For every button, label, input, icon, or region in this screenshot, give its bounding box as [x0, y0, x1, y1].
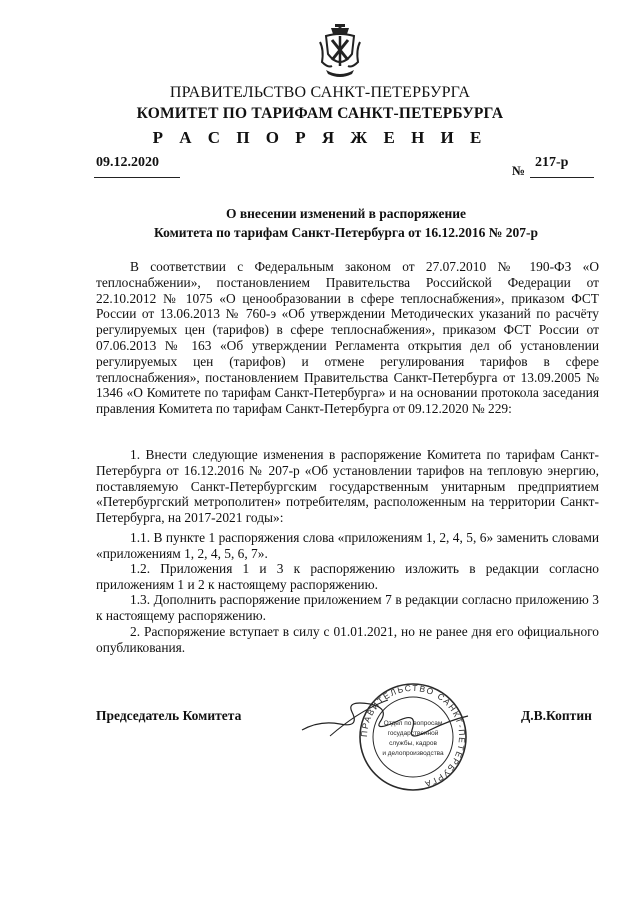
number-underline: [530, 177, 594, 178]
document-date: 09.12.2020: [96, 155, 159, 170]
preamble-paragraph: В соответствии с Федеральным законом от 27.07.2010 № 190-ФЗ «О теплоснабжении», постановлением Правительства Российской Федерации от 22.10.2012 № 1075 «О ценообразовании в сфере теплоснабжения», приказом ФСТ России от 13.06.2013 № 760-э «Об утверждении Методических указаний по расчёту регулируемых цен (тарифов) в сфере теплоснабжения», приказом ФСТ России от 07.06.2013 № 163 «Об утверждении Регламента открытия дел об установлении регулируемых цен (тарифов) и отмене регулирования тарифов в сфере теплоснабжения», постановлением Правительства Санкт-Петербурга от 13.09.2005 № 1346 «О Комитете по тарифам Санкт-Петербурга» и на основании протокола заседания правления Комитета по тарифам Санкт-Петербурга от 09.12.2020 № 229:: [96, 259, 599, 417]
stamp-inner-line-2: государственной: [387, 730, 439, 737]
date-underline: [94, 177, 180, 178]
stamp-outer-text: ПРАВИТЕЛЬСТВО САНКТ-ПЕТЕРБУРГА: [358, 682, 468, 790]
item-1-3-paragraph: 1.3. Дополнить распоряжение приложением 7 в редакции согласно приложению 3 к настоящему распоряжению.: [96, 592, 599, 623]
subject-line-2: Комитета по тарифам Санкт-Петербурга от 16.12.2016 № 207-р: [154, 225, 538, 240]
item-1-2-paragraph: 1.2. Приложения 1 и 3 к распоряжению изложить в редакции согласно приложениям 1 и 2 к настоящему распоряжению.: [96, 561, 599, 592]
stamp-inner-line-1: Отдел по вопросам: [383, 720, 443, 727]
signatory-title: Председатель Комитета: [96, 708, 242, 723]
stamp-inner-line-4: и делопроизводства: [382, 750, 444, 757]
document-type-heading: Р А С П О Р Я Ж Е Н И Е: [152, 128, 488, 147]
number-label: №: [512, 163, 526, 178]
item-2-paragraph: 2. Распоряжение вступает в силу с 01.01.2021, но не ранее дня его официального опубликования.: [96, 624, 599, 655]
stamp-inner-line-3: службы, кадров: [389, 740, 437, 747]
item-1-1-paragraph: 1.1. В пункте 1 распоряжения слова «приложениям 1, 2, 4, 5, 6» заменить словами «приложениям 1, 2, 4, 5, 6, 7».: [96, 530, 599, 561]
committee-heading: КОМИТЕТ ПО ТАРИФАМ САНКТ-ПЕТЕРБУРГА: [136, 105, 504, 122]
official-stamp: [358, 682, 468, 792]
document-number: 217-р: [535, 155, 569, 170]
government-heading: ПРАВИТЕЛЬСТВО САНКТ-ПЕТЕРБУРГА: [169, 84, 471, 101]
signatory-name: Д.В.Коптин: [521, 708, 592, 723]
coat-of-arms-icon: [318, 22, 362, 80]
subject-line-1: О внесении изменений в распоряжение: [225, 206, 467, 221]
item-1-paragraph: 1. Внести следующие изменения в распоряжение Комитета по тарифам Санкт-Петербурга от 16.12.2016 № 207-р «Об установлении тарифов на тепловую энергию, поставляемую Санкт-Петербургским государственным унитарным предприятием «Петербургский метрополитен» потребителям, расположенным на территории Санкт-Петербурга, на 2017-2021 годы»:: [96, 447, 599, 526]
